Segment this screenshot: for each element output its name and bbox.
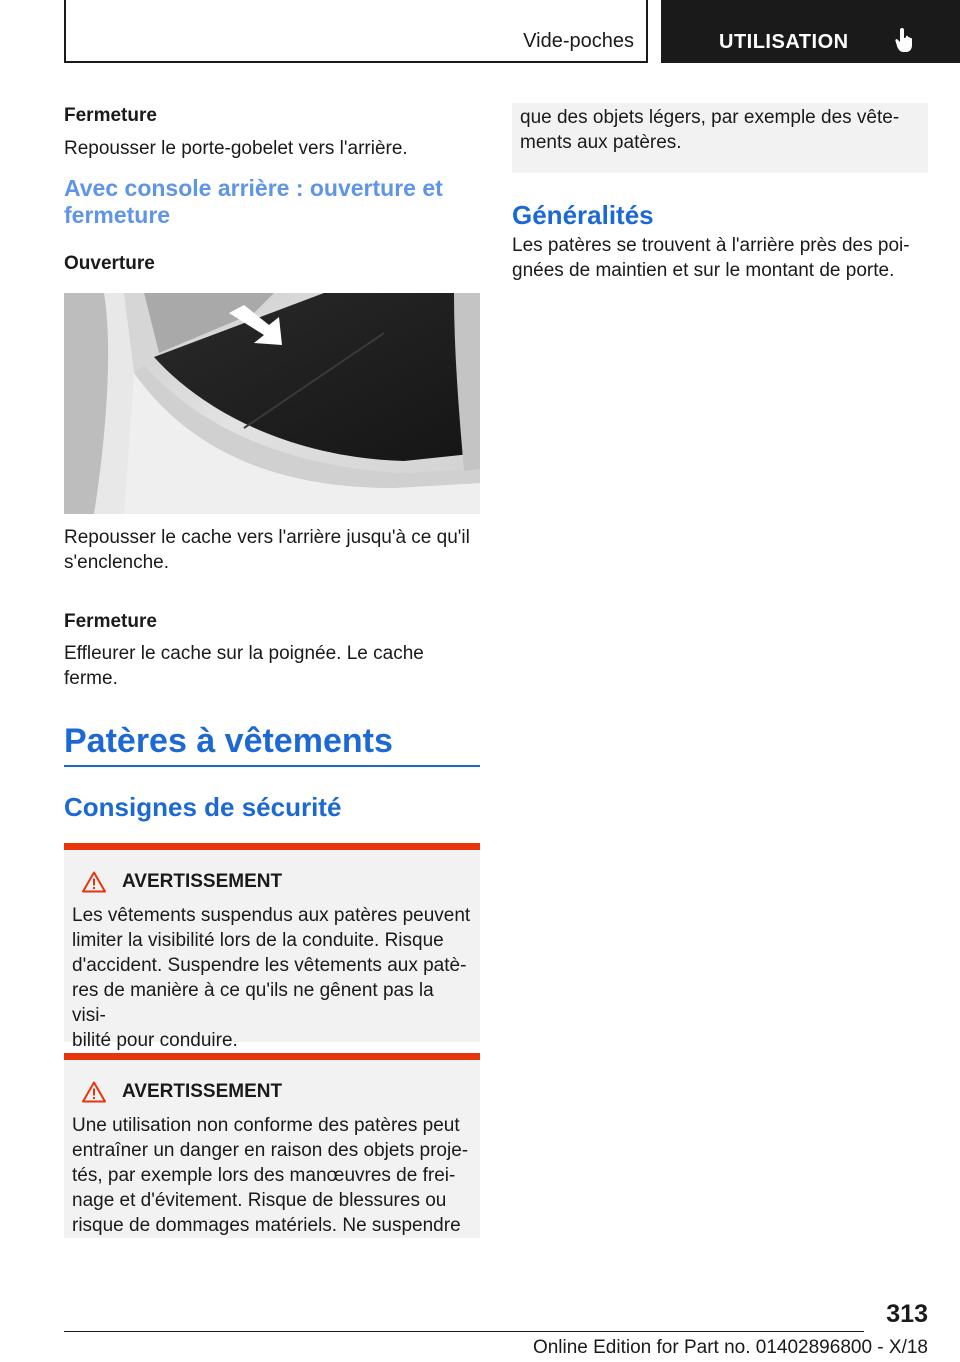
header-chapter-box: [661, 0, 960, 63]
right-column: [512, 103, 928, 283]
warning-box-2: [64, 1053, 480, 1238]
footer-edition: Online Edition for Part no. 01402896800 - X/18: [532, 1337, 928, 1358]
warning-body-1: [72, 903, 472, 1053]
warning-2-line: tés, par exemple lors des manœuvres de frei-: [72, 1165, 456, 1186]
closing-instruction-2-line2: ferme.: [64, 668, 118, 689]
opening-label: Ouverture: [64, 253, 155, 274]
warning-cont-line: ments aux patères.: [520, 132, 682, 153]
photo-caption-line2: s'enclenche.: [64, 552, 170, 573]
photo-caption-line1: Repousser le cache vers l'arrière jusqu'à ce qu'il: [64, 527, 470, 548]
warning-2-line: nage et d'évitement. Risque de blessures ou: [72, 1190, 447, 1211]
console-heading: [64, 175, 480, 229]
closing-label-2: Fermeture: [64, 611, 157, 632]
warning-1-line: Les vêtements suspendus aux patères peuvent: [72, 905, 471, 926]
warning-triangle-icon: [82, 1081, 106, 1103]
console-heading-line2: fermeture: [64, 202, 171, 228]
warning-title-text-1: AVERTISSEMENT: [122, 871, 283, 892]
closing-label: Fermeture: [64, 105, 157, 126]
general-heading: Généralités: [512, 200, 654, 230]
hooks-heading: Patères à vêtements: [64, 722, 393, 760]
warning-triangle-icon: [82, 871, 106, 893]
header-section-title: Vide-poches: [523, 30, 634, 52]
warning-1-line: d'accident. Suspendre les vêtements aux patè-: [72, 955, 467, 976]
warning-title-text-2: AVERTISSEMENT: [122, 1081, 283, 1102]
left-column: [64, 103, 480, 1238]
warning-continuation: [512, 103, 928, 173]
rear-console-illustration: [64, 293, 480, 514]
general-line: gnées de maintien et sur le montant de porte.: [512, 260, 895, 281]
footer-divider: [64, 1331, 864, 1332]
console-heading-line1: Avec console arrière : ouverture et: [64, 175, 443, 201]
closing-instruction: Repousser le porte-gobelet vers l'arrière.: [64, 138, 408, 159]
warning-body-2: [72, 1113, 472, 1238]
warning-2-line: risque de dommages matériels. Ne suspendre: [72, 1215, 461, 1236]
general-line: Les patères se trouvent à l'arrière près des poi-: [512, 235, 910, 256]
closing-instruction-2-line1: Effleurer le cache sur la poignée. Le cache: [64, 643, 424, 664]
warning-2-line: Une utilisation non conforme des patères peut: [72, 1115, 460, 1136]
header-chapter-title: UTILISATION: [719, 31, 849, 53]
warning-box-1: [64, 843, 480, 1051]
warning-cont-line: que des objets légers, par exemple des vête-: [520, 107, 900, 128]
warning-1-line: limiter la visibilité lors de la conduite. Risque: [72, 930, 444, 951]
warning-1-line: res de manière à ce qu'ils ne gênent pas la visi-: [72, 980, 434, 1026]
header-section-box: [64, 0, 648, 63]
hooks-heading-block: [64, 721, 480, 767]
safety-heading: Consignes de sécurité: [64, 792, 342, 822]
warning-1-line: bilité pour conduire.: [72, 1030, 238, 1051]
page-number: 313: [886, 1300, 928, 1328]
pointing-hand-icon: [895, 26, 919, 54]
warning-2-line: entraîner un danger en raison des objets proje-: [72, 1140, 469, 1161]
warning-title-2: [72, 1072, 472, 1112]
warning-title-1: [72, 862, 472, 902]
rear-console-photo: [64, 293, 480, 514]
